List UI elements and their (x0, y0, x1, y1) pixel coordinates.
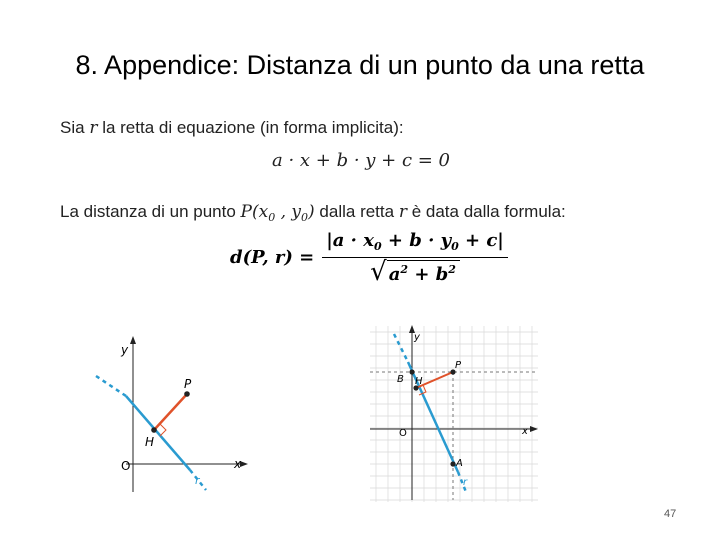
formula-fraction (322, 230, 508, 285)
intro-line (60, 118, 404, 138)
left-y-label: y (121, 343, 129, 357)
distance-text-b: dalla retta (319, 202, 395, 221)
formula-numerator: $|a \cdot x_0 + b \cdot y_0 + c|$ (322, 230, 508, 258)
right-origin-label: O (399, 428, 407, 439)
left-line-r-dashed-top (96, 376, 126, 396)
formula-denominator: √ $a^2 + b^2$ (370, 258, 460, 285)
intro-text-a: Sia (60, 118, 85, 137)
left-p-label: P (184, 377, 192, 391)
right-point-b (409, 369, 414, 374)
right-grid (370, 326, 538, 502)
left-point-p (184, 391, 190, 397)
right-h-label: H (415, 376, 423, 387)
left-x-label: x (234, 457, 242, 471)
distance-text-a: La distanza di un punto (60, 202, 236, 221)
distance-r-symbol: r (398, 202, 407, 222)
right-r-label: r (463, 477, 468, 488)
right-p-label: P (455, 360, 462, 371)
left-segment-ph (154, 394, 187, 430)
left-figure (78, 322, 253, 502)
left-r-label: r (195, 474, 200, 487)
left-point-h (151, 427, 157, 433)
right-y-label: y (414, 332, 420, 343)
left-line-r (126, 396, 190, 470)
right-a-label: A (456, 458, 463, 469)
right-point-a (450, 461, 455, 466)
right-line-r-dashed-top (394, 334, 408, 362)
right-x-label: x (522, 426, 528, 437)
distance-text-c: è data dalla formula: (411, 202, 566, 221)
left-x-arrow (240, 461, 248, 467)
intro-r-symbol: r (89, 118, 98, 138)
left-origin-label: O (121, 459, 131, 473)
left-right-angle (160, 424, 166, 436)
distance-sentence (60, 202, 566, 224)
distance-formula (230, 230, 508, 285)
right-b-label: B (397, 374, 404, 385)
left-y-arrow (130, 336, 136, 344)
sqrt-symbol: √ (370, 257, 387, 287)
formula-lhs: d(P, r) = (230, 247, 315, 268)
slide-title: 8. Appendice: Distanza di un punto da una retta (75, 50, 645, 80)
point-p-notation: $P(x_0$ , $y_0$) (240, 202, 315, 224)
right-x-arrow (530, 426, 538, 432)
intro-text-b: la retta di equazione (in forma implicita): (102, 118, 404, 137)
left-h-label: H (145, 435, 155, 449)
page-number: 47 (664, 508, 677, 520)
right-figure (366, 322, 542, 502)
implicit-equation: a · x + b · y + c = 0 (272, 150, 451, 171)
